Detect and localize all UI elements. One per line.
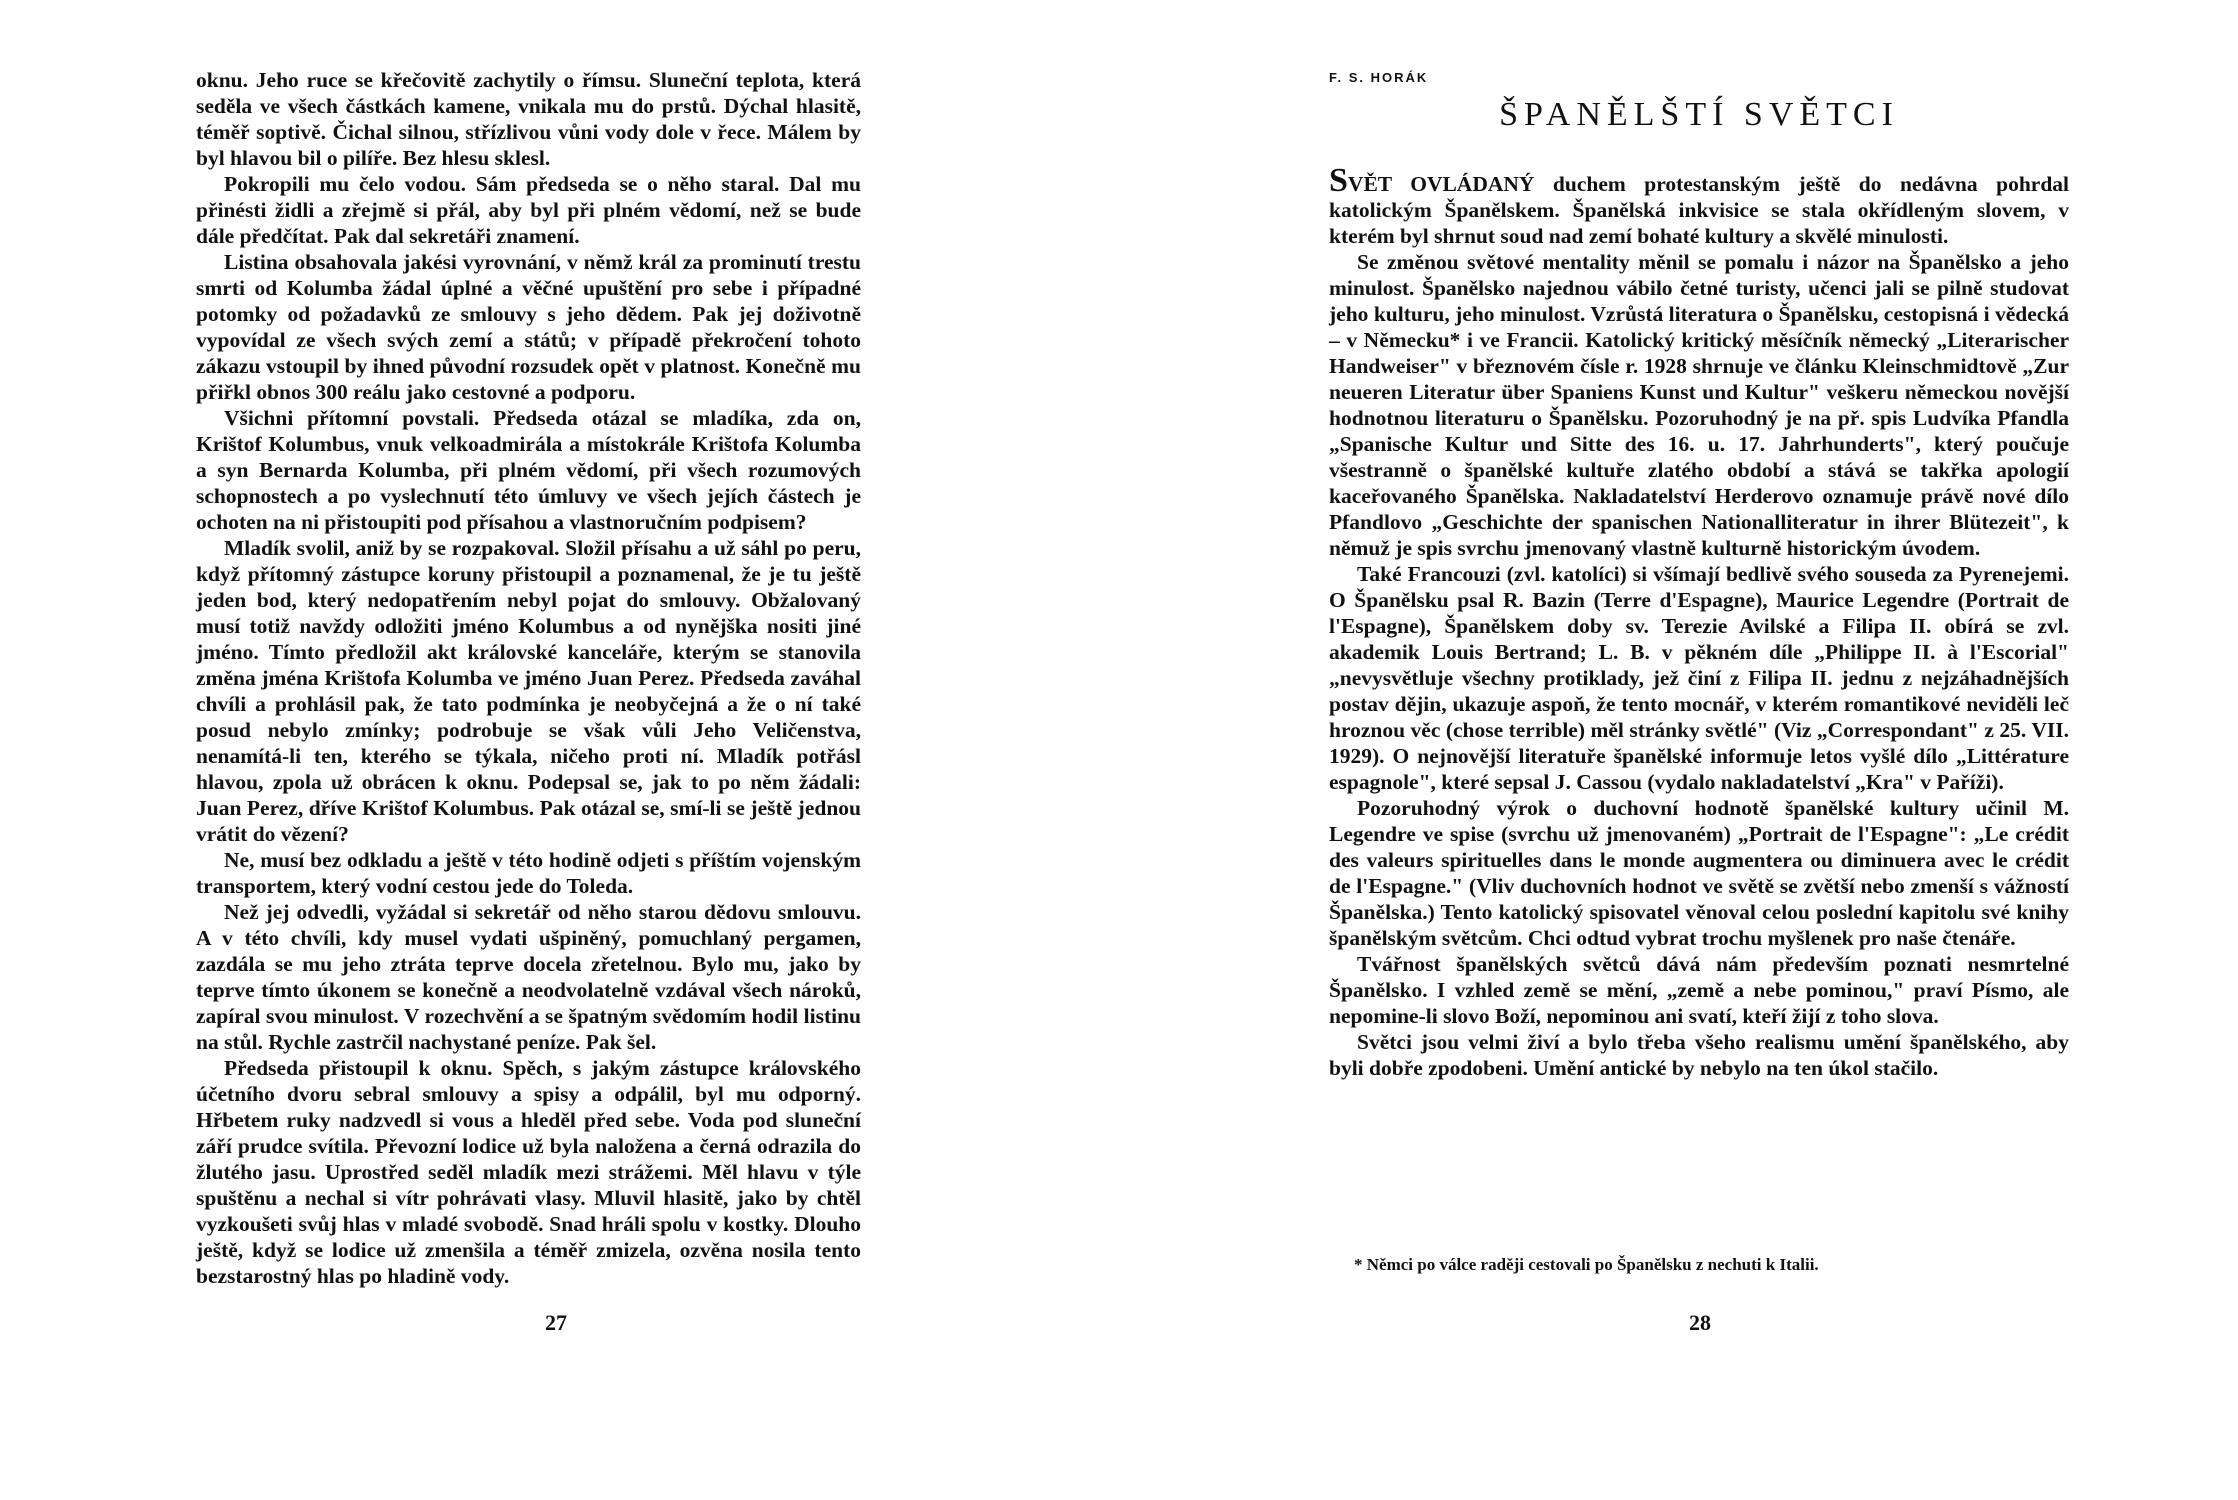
lead-smallcaps: VĚT OVLÁDANÝ	[1347, 172, 1535, 196]
page-number: 28	[1689, 1310, 1711, 1335]
paragraph: Tvářnost španělských světců dává nám především poznati nesmrtelné Španělsko. I vzhled země se mění, „země a nebe pominou," praví Písmo, ale nepomine-li slovo Boží, nepominou ani svatí, kteří žijí z toho slova.	[1329, 952, 2069, 1028]
left-page-body	[196, 67, 861, 1289]
drop-cap: S	[1329, 162, 1348, 199]
paragraph: Předseda přistoupil k oknu. Spěch, s jakým zástupce královského účetního dvoru sebral smlouvy a spisy a odpálil, byl mu odporný. Hřbetem ruky nadzvedl si vous a hleděl před sebe. Voda pod sluneční září prudce svítila. Převozní lodice už byla naložena a černá odrazila do žlutého jasu. Uprostřed seděl mladík mezi strážemi. Měl hlavu v týle spuštěnu a nechal si vítr pohrávati vlasy. Mluvil hlasitě, jako by chtěl vyzkoušeti svůj hlas v mladé svobodě. Snad hráli spolu v kostky. Dlouho ještě, když se lodice už zmenšila a téměř zmizela, ozvěna nosila tento bezstarostný hlas po hladině vody.	[196, 1056, 861, 1288]
author-name: F. S. HORÁK	[1329, 70, 1429, 85]
opening-paragraph	[1329, 162, 2069, 249]
paragraph: Listina obsahovala jakési vyrovnání, v němž král za prominutí trestu smrti od Kolumba žádal úplné a věčné upuštění pro sebe i případné potomky od požadavků ze smlouvy s jeho dědem. Pak jej doživotně vypovídal ze všech svých zemí a států; v případě překročení tohoto zákazu vstoupil by ihned původní rozsudek opět v platnost. Konečně mu přiřkl obnos 300 reálu jako cestovné a podporu.	[196, 250, 861, 404]
paragraph: oknu. Jeho ruce se křečovitě zachytily o římsu. Sluneční teplota, která seděla ve všech částkách kamene, vnikala mu do prstů. Dýchal hlasitě, téměř soptivě. Čichal silnou, střízlivou vůni vody dole v řece. Málem by byl hlavou bil o pilíře. Bez hlesu sklesl.	[196, 68, 861, 170]
paragraph: Pokropili mu čelo vodou. Sám předseda se o něho staral. Dal mu přinésti židli a zřejmě si přál, aby byl při plném vědomí, než se bude dále předčítat. Pak dal sekretáři znamení.	[196, 172, 861, 248]
footnote: * Němci po válce raději cestovali po Španělsku z nechuti k Italii.	[1354, 1255, 1819, 1274]
paragraph: Také Francouzi (zvl. katolíci) si všímají bedlivě svého souseda za Pyrenejemi. O Španělsku psal R. Bazin (Terre d'Espagne), Maurice Legendre (Portrait de l'Espagne), Španělskem doby sv. Terezie Avilské a Filipa II. obírá se zvl. akademik Louis Bertrand; L. B. v pěkném díle „Philippe II. à l'Escorial" „nevysvětluje všechny protiklady, jež činí z Filipa II. jednu z nejzáhadnějších postav dějin, ukazuje aspoň, že tento mocnář, v kterém romantikové neviděli leč hroznou věc (chose terrible) měl stránky světlé" (Viz „Correspondant" z 25. VII. 1929). O nejnovější literatuře španělské informuje letos vyšlé dílo „Littérature espagnole", které sepsal J. Cassou (vydalo nakladatelství „Kra" v Paříži).	[1329, 562, 2069, 794]
page-number: 27	[545, 1310, 567, 1335]
paragraph: Všichni přítomní povstali. Předseda otázal se mladíka, zda on, Krištof Kolumbus, vnuk velkoadmirála a místokrále Krištofa Kolumba a syn Bernarda Kolumba, při plném vědomí, při všech rozumových schopnostech a po vyslechnutí této úmluvy ve všech jejích částech je ochoten na ni přistoupiti pod přísahou a vlastnoručním podpisem?	[196, 406, 861, 534]
paragraph: Mladík svolil, aniž by se rozpakoval. Složil přísahu a už sáhl po peru, když přítomný zástupce koruny přistoupil a poznamenal, že je tu ještě jeden bod, který nedopatřením nebyl pojat do smlouvy. Obžalovaný musí totiž navždy odložiti jméno Kolumbus a od nynějška nositi jiné jméno. Tímto předložil akt královské kanceláře, kterým se stanovila změna jména Krištofa Kolumba ve jméno Juan Perez. Předseda zaváhal chvíli a prohlásil pak, že tato podmínka je neobyčejná a že o ní také posud nebylo zmínky; podrobuje se však vůli Jeho Veličenstva, nenamítá-li ten, kterého se týkala, ničeho proti ní. Mladík potřásl hlavou, zpola už obrácen k oknu. Podepsal se, jak to po něm žádali: Juan Perez, dříve Krištof Kolumbus. Pak otázal se, smí-li se ještě jednou vrátit do vězení?	[196, 536, 861, 846]
opening-paragraph-text: duchem protestanským ještě do nedávna pohrdal katolickým Španělskem. Španělská inkvisice se stala okřídleným slovem, v kterém byl shrnut soud nad zemí bohaté kultury a skvělé minulosti.	[1329, 172, 2069, 248]
right-page-body	[1329, 162, 2069, 1081]
paragraph: Než jej odvedli, vyžádal si sekretář od něho starou dědovu smlouvu. A v této chvíli, kdy musel vydati ušpiněný, pomuchlaný pergamen, zazdála se mu jeho ztráta teprve docela zřetelnou. Bylo mu, jako by teprve tímto úkonem se konečně a neodvolatelně vzdával všech nároků, zapíral svou minulost. V rozechvění a se špatným svědomím hodil listinu na stůl. Rychle zastrčil nachystané peníze. Pak šel.	[196, 900, 861, 1054]
paragraph: Se změnou světové mentality měnil se pomalu i názor na Španělsko a jeho minulost. Španělsko najednou vábilo četné turisty, učenci jali se pilně studovat jeho kulturu, jeho minulost. Vzrůstá literatura o Španělsku, cestopisná i vědecká – v Německu* i ve Francii. Katolický kritický měsíčník německý „Literarischer Handweiser" v březnovém čísle r. 1928 shrnuje ve článku Kleinschmidtově „Zur neueren Literatur über Spaniens Kunst und Kultur" veškeru německou novější hodnotnou literaturu o Španělsku. Pozoruhodný je na př. spis Ludvíka Pfandla „Spanische Kultur und Sitte des 16. u. 17. Jahrhunderts", který poučuje všestranně o španělské kultuře zlatého období a stává se takřka apologií kaceřovaného Španělska. Nakladatelství Herderovo oznamuje právě nové dílo Pfandlovo „Geschichte der spanischen Nationalliteratur in ihrer Blütezeit", k němuž je spis svrchu jmenovaný vlastně kulturně historickým úvodem.	[1329, 250, 2069, 560]
right-page	[1119, 0, 2238, 1500]
paragraph: Světci jsou velmi živí a bylo třeba všeho realismu umění španělského, aby byli dobře zpodobeni. Umění antické by nebylo na ten úkol stačilo.	[1329, 1030, 2069, 1080]
article-title: ŠPANĚLŠTÍ SVĚTCI	[1499, 96, 1899, 133]
paragraph: Pozoruhodný výrok o duchovní hodnotě španělské kultury učinil M. Legendre ve spise (svrchu už jmenovaném) „Portrait de l'Espagne": „Le crédit des valeurs spirituelles dans le monde augmentera ou diminuera avec le crédit de l'Espagne." (Vliv duchovních hodnot ve světě se zvětší nebo zmenší s vážností Španělska.) Tento katolický spisovatel věnoval celou poslední kapitolu své knihy španělským světcům. Chci odtud vybrat trochu myšlenek pro naše čtenáře.	[1329, 796, 2069, 950]
paragraph: Ne, musí bez odkladu a ještě v této hodině odjeti s příštím vojenským transportem, který vodní cestou jede do Toleda.	[196, 848, 861, 898]
